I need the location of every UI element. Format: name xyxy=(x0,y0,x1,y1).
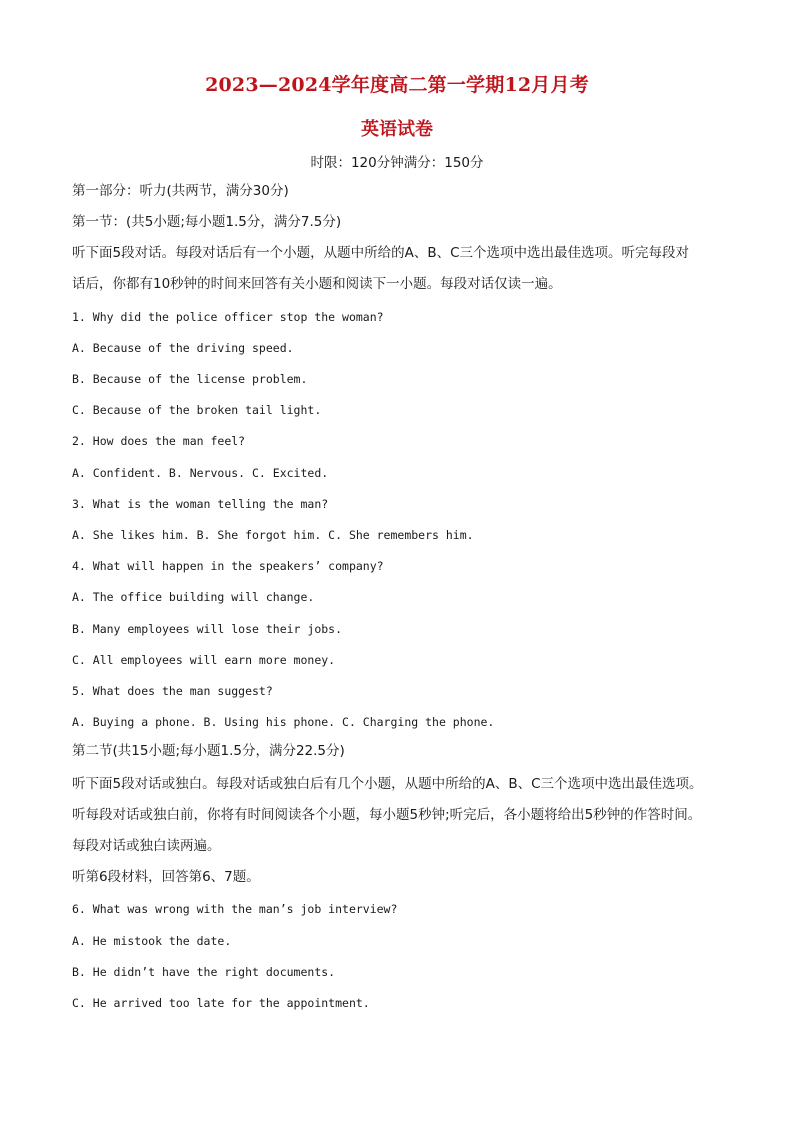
section-heading: 第一部分：听力(共两节，满分30分) xyxy=(72,183,289,199)
instruction-text: 每段对话或独白读两遍。 xyxy=(72,838,221,854)
subject-title: 英语试卷 xyxy=(361,119,433,140)
answer-option: A. Buying a phone. B. Using his phone. C. Charging the phone. xyxy=(72,715,495,729)
question-text: 3. What is the woman telling the man? xyxy=(72,497,329,511)
question-text: 2. How does the man feel? xyxy=(72,434,246,448)
question-text: 4. What will happen in the speakers’ company? xyxy=(72,559,384,573)
answer-option: A. Because of the driving speed. xyxy=(72,341,294,355)
subsection-heading: 第一节：(共5小题;每小题1.5分，满分7.5分) xyxy=(72,214,342,230)
question-text: 5. What does the man suggest? xyxy=(72,684,273,698)
answer-option: A. The office building will change. xyxy=(72,590,315,604)
material-heading: 听第6段材料，回答第6、7题。 xyxy=(72,869,260,885)
answer-option: A. He mistook the date. xyxy=(72,934,232,948)
answer-option: A. Confident. B. Nervous. C. Excited. xyxy=(72,466,329,480)
answer-option: C. He arrived too late for the appointment. xyxy=(72,996,370,1010)
answer-option: A. She likes him. B. She forgot him. C. She remembers him. xyxy=(72,528,474,542)
instruction-text: 听下面5段对话或独白。每段对话或独白后有几个小题，从题中所给的A、B、C三个选项中选出最佳选项。 xyxy=(72,776,703,792)
instruction-text: 话后，你都有10秒钟的时间来回答有关小题和阅读下一小题。每段对话仅读一遍。 xyxy=(72,276,562,292)
answer-option: B. Many employees will lose their jobs. xyxy=(72,622,343,636)
answer-option: C. Because of the broken tail light. xyxy=(72,403,322,417)
answer-option: C. All employees will earn more money. xyxy=(72,653,336,667)
subsection-heading: 第二节(共15小题;每小题1.5分，满分22.5分) xyxy=(72,743,345,759)
question-text: 1. Why did the police officer stop the woman? xyxy=(72,310,384,324)
instruction-text: 听下面5段对话。每段对话后有一个小题，从题中所给的A、B、C三个选项中选出最佳选项。听完每段对 xyxy=(72,245,690,261)
answer-option: B. Because of the license problem. xyxy=(72,372,308,386)
exam-title: 2023—2024学年度高二第一学期12月月考 xyxy=(205,74,589,96)
instruction-text: 听每段对话或独白前，你将有时间阅读各个小题，每小题5秒钟;听完后，各小题将给出5秒钟的作答时间。 xyxy=(72,807,702,823)
question-text: 6. What was wrong with the man’s job interview? xyxy=(72,902,398,916)
time-score-info: 时限：120分钟满分：150分 xyxy=(310,155,484,171)
answer-option: B. He didn’t have the right documents. xyxy=(72,965,336,979)
